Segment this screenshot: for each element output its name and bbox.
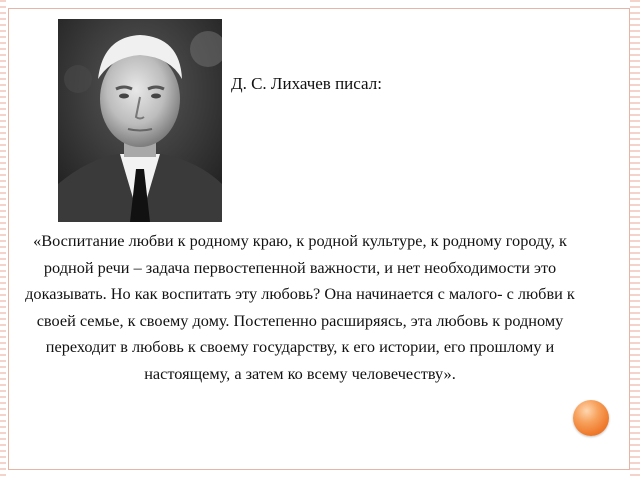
right-decorative-stripe bbox=[630, 0, 640, 480]
author-caption: Д. С. Лихачев писал: bbox=[231, 74, 382, 93]
portrait-photo bbox=[58, 19, 222, 222]
left-decorative-stripe bbox=[0, 0, 6, 480]
quote-text: «Воспитание любви к родному краю, к родной культуре, к родному городу, к родной речи – задача первостепенной важности, и нет необходимости это доказывать. Но как воспитать эту любовь? Она начинается с малого- с любви к своей семье, к своему дому. Постепенно расширяясь, эта любовь к родному переходит в любовь к своему государству, к его истории, его прошлому и настоящему, а затем ко всему человечеству». bbox=[25, 231, 575, 383]
orange-circle-icon bbox=[573, 400, 609, 436]
